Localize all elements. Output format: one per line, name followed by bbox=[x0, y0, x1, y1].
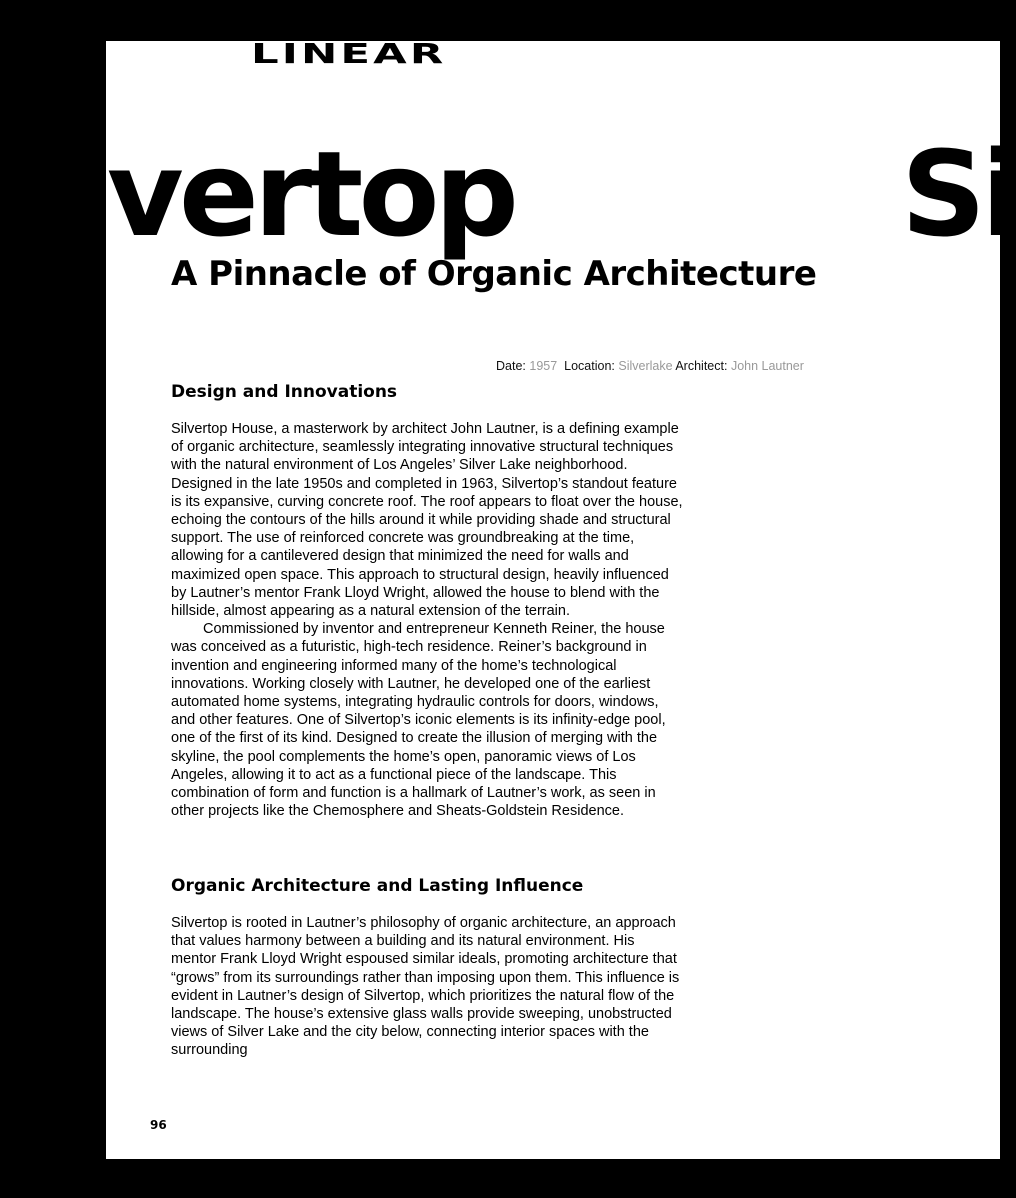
date-value: 1957 bbox=[529, 359, 558, 373]
location-value: Silverlake bbox=[618, 359, 673, 373]
display-title-left: ilvertop bbox=[36, 125, 514, 263]
section-heading-design: Design and Innovations bbox=[171, 382, 398, 402]
architect-label: Architect: bbox=[675, 359, 728, 373]
magazine-page bbox=[36, 37, 1016, 1159]
article-headline: A Pinnacle of Organic Architecture bbox=[171, 254, 817, 294]
paragraph: Silvertop is rooted in Lautner’s philosophy of organic architecture, an approach that values harmony between a building and its natural environment. His mentor Frank Lloyd Wright espoused similar ideals, promoting architecture that “grows” from its surroundings rather than imposing upon them. This influence is evident in Lautner’s design of Silvertop, which prioritizes the natural flow of the landscape. The house’s extensive glass walls provide sweeping, unobstructed views of Silver Lake and the city below, connecting interior spaces with the surrounding bbox=[171, 915, 680, 1059]
article-meta bbox=[496, 359, 804, 373]
paragraph: Silvertop House, a masterwork by architect John Lautner, is a defining example of organic architecture, seamlessly integrating innovative structural techniques with the natural environment of Los Angeles’ Silver Lake neighborhood. Designed in the late 1950s and completed in 1963, Silvertop’s standout feature is its expansive, curving concrete roof. The roof appears to float over the house, echoing the contours of the hills around it while providing shade and structural support. The use of reinforced concrete was groundbreaking at the time, allowing for a cantilevered design that minimized the need for walls and maximized open space. This approach to structural design, heavily influenced by Lautner’s mentor Frank Lloyd Wright, allowed the house to blend with the hillside, almost appearing as a natural extension of the terrain. bbox=[171, 421, 683, 620]
page-number: 96 bbox=[150, 1118, 167, 1132]
section-body-design bbox=[171, 420, 683, 820]
section-heading-organic: Organic Architecture and Lasting Influence bbox=[171, 876, 584, 896]
architect-value: John Lautner bbox=[730, 359, 804, 373]
section-body-organic bbox=[171, 914, 683, 1062]
date-label: Date: bbox=[496, 359, 526, 373]
location-label: Location: bbox=[564, 359, 615, 373]
display-title-right: Si bbox=[901, 125, 1016, 263]
paragraph: Commissioned by inventor and entrepreneur Kenneth Reiner, the house was conceived as a futuristic, high-tech residence. Reiner’s background in invention and engineering informed many of the home’s technological innovations. Working closely with Lautner, he developed one of the earliest automated home systems, integrating hydraulic controls for doors, windows, and other features. One of Silvertop’s iconic elements is its infinity-edge pool, one of the first of its kind. Designed to create the illusion of merging with the skyline, the pool complements the home’s open, panoramic views of Los Angeles, allowing it to act as a functional piece of the landscape. This combination of form and function is a hallmark of Lautner’s work, as seen in other projects like the Chemosphere and Sheats-Goldstein Residence. bbox=[171, 621, 666, 820]
brand-logo: LINEAR bbox=[251, 37, 447, 70]
